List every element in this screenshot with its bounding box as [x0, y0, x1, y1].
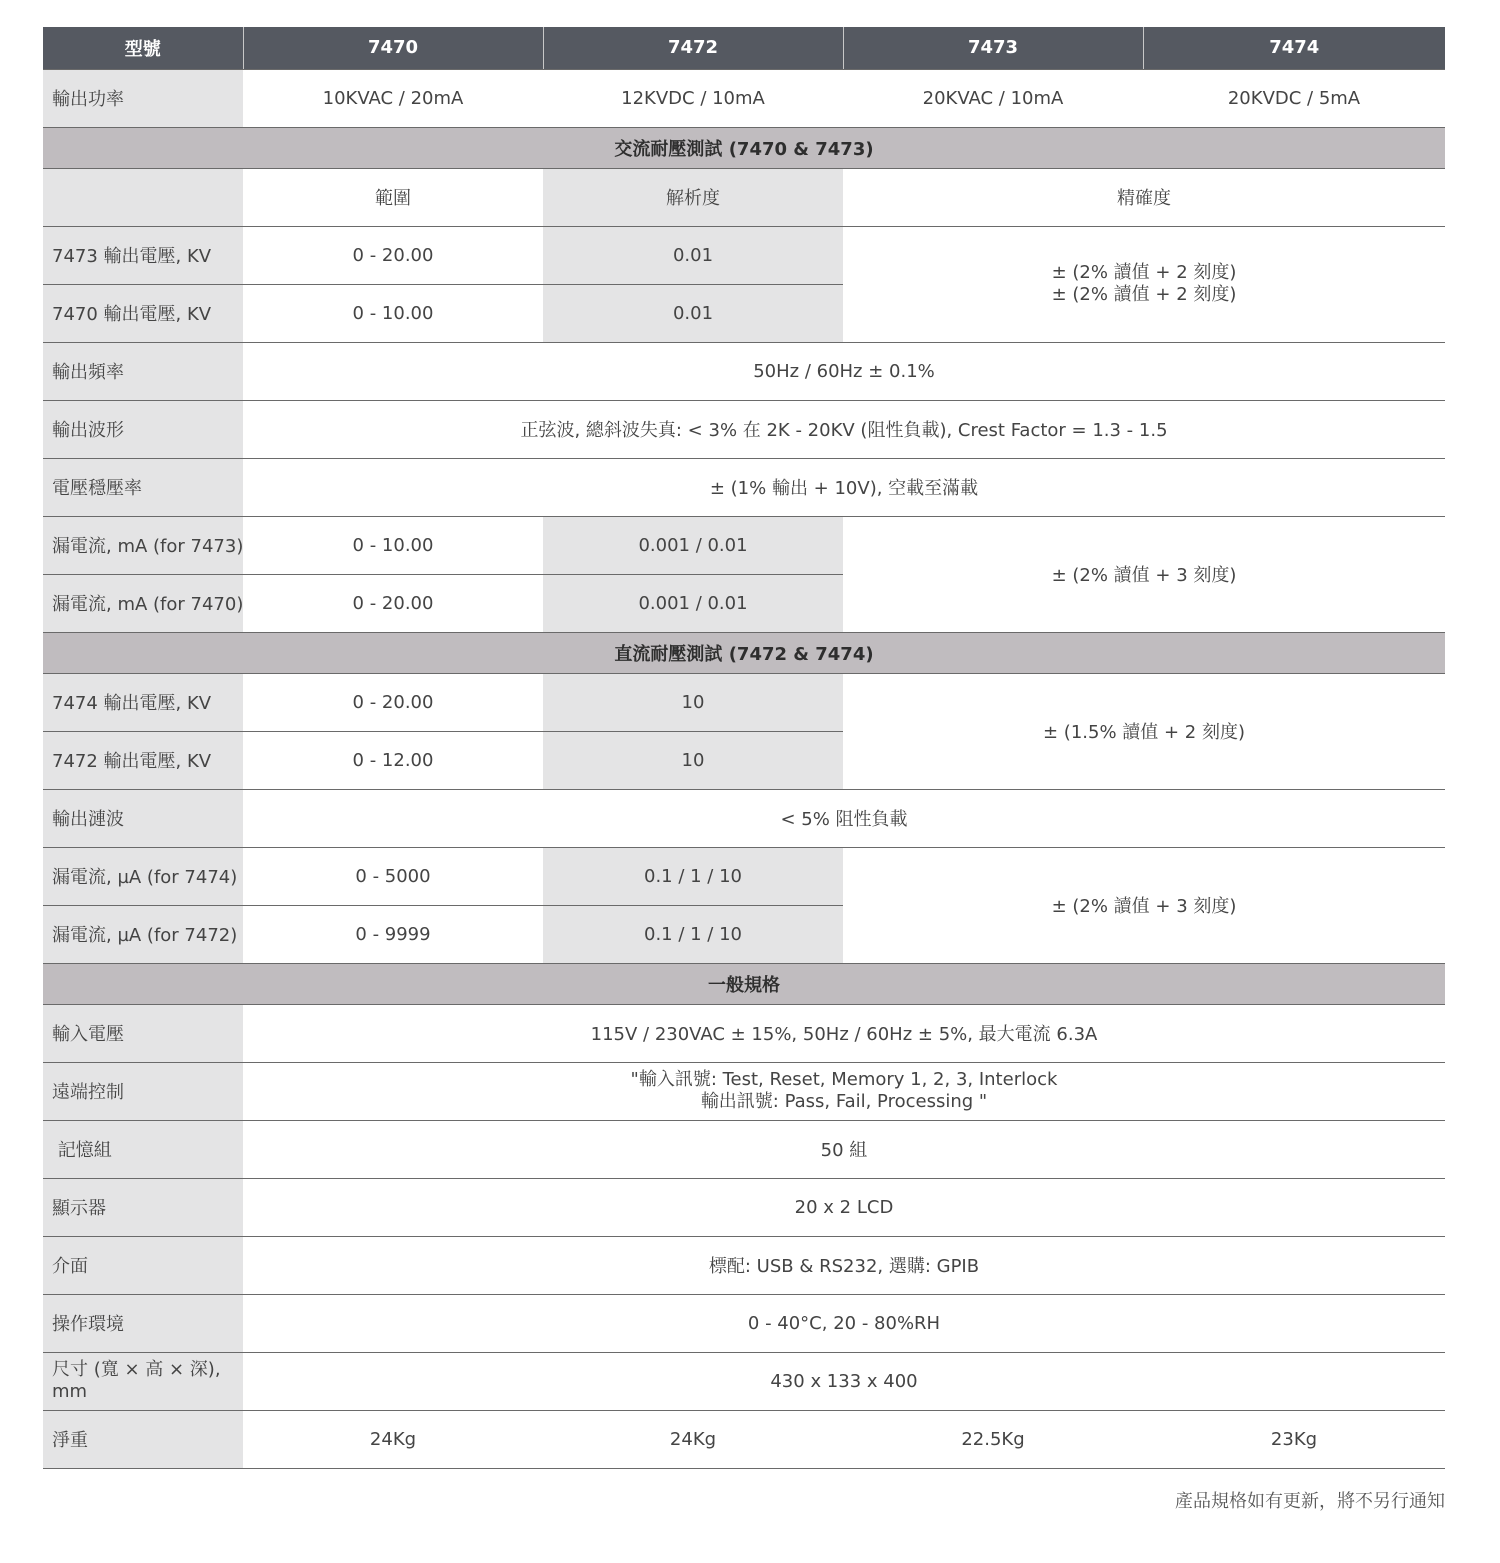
interface-label: 介面 — [43, 1236, 243, 1294]
ac-leak-7473-resolution: 0.001 / 0.01 — [543, 516, 843, 574]
model-label: 型號 — [43, 27, 243, 69]
ripple-value: < 5% 阻性負載 — [243, 789, 1445, 847]
dc-leak-7474-range: 0 - 5000 — [243, 847, 543, 905]
dc-leak-7472-range: 0 - 9999 — [243, 905, 543, 963]
memory-label: 記憶組 — [43, 1120, 243, 1178]
ac-leak-7473-range: 0 - 10.00 — [243, 516, 543, 574]
dc-leak-7474-label: 漏電流, µA (for 7474) — [43, 847, 243, 905]
accuracy-header: 精確度 — [843, 168, 1445, 226]
remote-row — [43, 1062, 1445, 1120]
environment-value: 0 - 40°C, 20 - 80%RH — [243, 1294, 1445, 1352]
model-7474: 7474 — [1143, 27, 1445, 69]
memory-value: 50 組 — [243, 1120, 1445, 1178]
model-7472: 7472 — [543, 27, 843, 69]
ripple-label: 輸出漣波 — [43, 789, 243, 847]
interface-row — [43, 1236, 1445, 1294]
ac-leak-7473-row — [43, 516, 1445, 574]
ac-voltage-accuracy-line1: ± (2% 讀值 + 2 刻度) — [1051, 262, 1237, 283]
waveform-value: 正弦波, 總斜波失真: < 3% 在 2K - 20KV (阻性負載), Crest Factor = 1.3 - 1.5 — [243, 400, 1445, 458]
display-row — [43, 1178, 1445, 1236]
weight-row — [43, 1410, 1445, 1468]
ac-section-title: 交流耐壓測試 (7470 & 7473) — [43, 127, 1445, 168]
general-section-header — [43, 963, 1445, 1004]
dimensions-value: 430 x 133 x 400 — [243, 1352, 1445, 1410]
header-row — [43, 27, 1445, 69]
footer-note: 產品規格如有更新，將不另行通知 — [1175, 1491, 1445, 1512]
interface-value: 標配: USB & RS232, 選購: GPIB — [243, 1236, 1445, 1294]
dc-leak-7472-resolution: 0.1 / 1 / 10 — [543, 905, 843, 963]
input-voltage-row — [43, 1004, 1445, 1062]
dc-leak-accuracy: ± (2% 讀值 + 3 刻度) — [843, 847, 1445, 963]
ac-voltage-7470-label: 7470 輸出電壓, KV — [43, 284, 243, 342]
general-section-title: 一般規格 — [43, 963, 1445, 1004]
remote-input-signals: "輸入訊號: Test, Reset, Memory 1, 2, 3, Interlock — [630, 1069, 1058, 1090]
environment-label: 操作環境 — [43, 1294, 243, 1352]
display-value: 20 x 2 LCD — [243, 1178, 1445, 1236]
regulation-value: ± (1% 輸出 + 10V), 空載至滿載 — [243, 458, 1445, 516]
dc-voltage-7474-row — [43, 673, 1445, 731]
waveform-label: 輸出波形 — [43, 400, 243, 458]
ac-voltage-7473-label: 7473 輸出電壓, KV — [43, 226, 243, 284]
ac-voltage-accuracy — [843, 226, 1445, 342]
dc-leak-7474-row — [43, 847, 1445, 905]
range-header: 範圍 — [243, 168, 543, 226]
regulation-row — [43, 458, 1445, 516]
dimensions-label: 尺寸 (寬 × 高 × 深), mm — [43, 1352, 243, 1410]
output-power-7472: 12KVDC / 10mA — [543, 69, 843, 127]
output-power-7470: 10KVAC / 20mA — [243, 69, 543, 127]
weight-label: 淨重 — [43, 1410, 243, 1468]
output-power-7474: 20KVDC / 5mA — [1143, 69, 1445, 127]
ac-leak-7470-resolution: 0.001 / 0.01 — [543, 574, 843, 632]
waveform-row — [43, 400, 1445, 458]
model-7470: 7470 — [243, 27, 543, 69]
ac-column-header-blank — [43, 168, 243, 226]
ac-voltage-accuracy-line2: ± (2% 讀值 + 2 刻度) — [1051, 284, 1237, 305]
ac-leak-accuracy: ± (2% 讀值 + 3 刻度) — [843, 516, 1445, 632]
output-power-row — [43, 69, 1445, 127]
dc-section-title: 直流耐壓測試 (7472 & 7474) — [43, 632, 1445, 673]
input-voltage-label: 輸入電壓 — [43, 1004, 243, 1062]
dc-leak-7472-label: 漏電流, µA (for 7472) — [43, 905, 243, 963]
dc-voltage-7474-resolution: 10 — [543, 673, 843, 731]
input-voltage-value: 115V / 230VAC ± 15%, 50Hz / 60Hz ± 5%, 最大電流 6.3A — [243, 1004, 1445, 1062]
ac-voltage-7470-resolution: 0.01 — [543, 284, 843, 342]
dc-section-header — [43, 632, 1445, 673]
output-power-label: 輸出功率 — [43, 69, 243, 127]
remote-value — [243, 1062, 1445, 1120]
dc-leak-7474-resolution: 0.1 / 1 / 10 — [543, 847, 843, 905]
output-power-7473: 20KVAC / 10mA — [843, 69, 1143, 127]
dc-voltage-7472-range: 0 - 12.00 — [243, 731, 543, 789]
frequency-row — [43, 342, 1445, 400]
dimensions-row — [43, 1352, 1445, 1410]
spec-table — [43, 27, 1445, 1469]
weight-7470: 24Kg — [243, 1410, 543, 1468]
ac-voltage-7473-range: 0 - 20.00 — [243, 226, 543, 284]
dc-voltage-7474-range: 0 - 20.00 — [243, 673, 543, 731]
ac-leak-7473-label: 漏電流, mA (for 7473) — [43, 516, 243, 574]
ac-column-header-row — [43, 168, 1445, 226]
dc-voltage-accuracy: ± (1.5% 讀值 + 2 刻度) — [843, 673, 1445, 789]
resolution-header: 解析度 — [543, 168, 843, 226]
dc-voltage-7472-resolution: 10 — [543, 731, 843, 789]
ac-section-header — [43, 127, 1445, 168]
weight-7472: 24Kg — [543, 1410, 843, 1468]
memory-row — [43, 1120, 1445, 1178]
environment-row — [43, 1294, 1445, 1352]
frequency-label: 輸出頻率 — [43, 342, 243, 400]
ac-leak-7470-range: 0 - 20.00 — [243, 574, 543, 632]
remote-label: 遠端控制 — [43, 1062, 243, 1120]
model-7473: 7473 — [843, 27, 1143, 69]
dc-voltage-7474-label: 7474 輸出電壓, KV — [43, 673, 243, 731]
display-label: 顯示器 — [43, 1178, 243, 1236]
ac-leak-7470-label: 漏電流, mA (for 7470) — [43, 574, 243, 632]
regulation-label: 電壓穩壓率 — [43, 458, 243, 516]
frequency-value: 50Hz / 60Hz ± 0.1% — [243, 342, 1445, 400]
ac-voltage-7470-range: 0 - 10.00 — [243, 284, 543, 342]
dc-voltage-7472-label: 7472 輸出電壓, KV — [43, 731, 243, 789]
weight-7473: 22.5Kg — [843, 1410, 1143, 1468]
weight-7474: 23Kg — [1143, 1410, 1445, 1468]
ripple-row — [43, 789, 1445, 847]
ac-voltage-7473-resolution: 0.01 — [543, 226, 843, 284]
ac-voltage-7473-row — [43, 226, 1445, 284]
remote-output-signals: 輸出訊號: Pass, Fail, Processing " — [700, 1091, 988, 1112]
